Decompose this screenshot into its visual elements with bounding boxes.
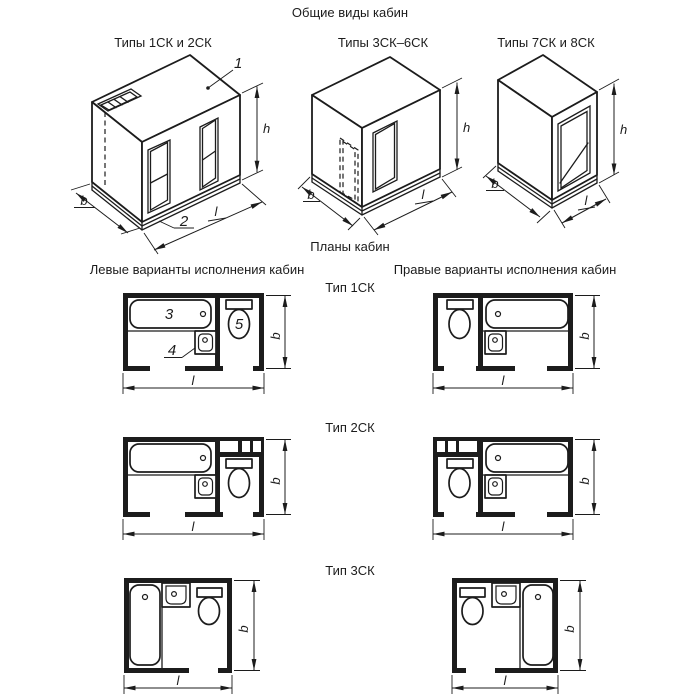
bathtub	[130, 444, 211, 472]
callout-3-text: 3	[164, 306, 174, 323]
left-variants-heading: Левые варианты исполнения кабин	[89, 262, 305, 277]
dimension-l	[433, 373, 573, 394]
iso-view-3-label: Типы 7СК и 8СК	[497, 35, 595, 50]
iso-view-types-7sk-8sk	[470, 52, 650, 247]
callout-2-text: 2	[179, 213, 189, 230]
dimension-l	[123, 519, 264, 540]
dimension-b	[560, 581, 586, 671]
dim-label-b: b	[491, 176, 499, 191]
dim-label-b: b	[268, 332, 283, 340]
dim-label-b: b	[577, 332, 592, 340]
dim-label-b: b	[562, 625, 577, 633]
plan-3sk-right	[440, 573, 615, 698]
washbasin	[195, 331, 216, 354]
washbasin	[195, 475, 216, 498]
dim-label-b: b	[307, 187, 315, 202]
dim-label-l: l	[584, 193, 588, 208]
dimension-l	[452, 673, 558, 694]
washbasin	[162, 583, 190, 607]
dim-label-b: b	[236, 625, 251, 633]
bathtub-drain	[143, 595, 148, 600]
toilet	[226, 300, 252, 339]
washbasin	[485, 331, 506, 354]
page-title: Общие виды кабин	[291, 5, 409, 20]
dim-label-h: h	[620, 122, 628, 137]
plan-2sk-left	[115, 432, 300, 547]
bathtub-drain	[496, 456, 501, 461]
callout-4-washbasin	[164, 342, 195, 359]
dimension-b	[234, 581, 260, 671]
dim-label-l: l	[176, 673, 180, 688]
partition-wall	[478, 298, 483, 366]
toilet-cistern	[447, 459, 473, 468]
type-1sk-heading: Тип 1СК	[325, 280, 375, 295]
iso-view-types-3sk-6sk	[295, 52, 485, 247]
plan-1sk-right	[425, 288, 610, 400]
dim-label-b: b	[268, 477, 283, 485]
plan-3sk-left	[115, 573, 290, 698]
toilet-bowl	[199, 598, 220, 625]
washbasin	[492, 583, 520, 607]
toilet-bowl	[449, 310, 470, 339]
washbasin	[485, 475, 506, 498]
toilet	[226, 459, 252, 498]
dim-label-l: l	[214, 204, 218, 219]
callout-4-text: 4	[167, 342, 177, 359]
bathtub-drain	[201, 312, 206, 317]
iso-view-types-1sk-2sk	[60, 52, 300, 257]
dimension-l	[123, 373, 264, 394]
plan-1sk-left	[115, 288, 300, 400]
washbasin-tap	[493, 338, 498, 343]
toilet-bowl	[229, 469, 250, 498]
washbasin-tap	[502, 592, 507, 597]
dimension-h	[242, 83, 270, 180]
dim-label-l: l	[191, 519, 195, 534]
right-variants-heading: Правые варианты исполнения кабин	[393, 262, 617, 277]
dim-label-l: l	[191, 373, 195, 388]
toilet-bowl	[462, 598, 483, 625]
bathtub-drain	[201, 456, 206, 461]
dimension-h	[599, 79, 627, 183]
dimension-b	[266, 440, 291, 515]
dimension-h	[442, 78, 470, 177]
toilet-cistern	[226, 459, 252, 468]
dim-label-h: h	[463, 120, 471, 135]
type-3sk-heading: Тип 3СК	[325, 563, 375, 578]
cabin-box	[498, 55, 597, 208]
type-2sk-heading: Тип 2СК	[325, 420, 375, 435]
plans-section-title: Планы кабин	[310, 239, 390, 254]
iso-view-2-label: Типы 3СК–6СК	[337, 35, 429, 50]
dim-label-l: l	[503, 673, 507, 688]
toilet-cistern	[460, 588, 485, 597]
toilet	[197, 588, 222, 625]
toilet-cistern	[447, 300, 473, 309]
dimension-b	[266, 296, 291, 369]
toilet-cistern	[226, 300, 252, 309]
dimension-l	[433, 519, 573, 540]
washbasin-tap	[203, 338, 208, 343]
iso-view-1-label: Типы 1СК и 2СК	[114, 35, 212, 50]
dimension-b	[575, 440, 600, 515]
toilet	[460, 588, 485, 625]
dim-label-l: l	[501, 373, 505, 388]
toilet-bowl	[449, 469, 470, 498]
dim-label-l: l	[501, 519, 505, 534]
bathtub-drain	[536, 595, 541, 600]
callout-5-text: 5	[234, 316, 244, 333]
dim-label-l: l	[421, 187, 425, 202]
ventilation-block	[433, 437, 482, 457]
dim-label-b: b	[80, 193, 88, 208]
bathtub-drain	[496, 312, 501, 317]
dimension-b	[575, 296, 600, 369]
washbasin-tap	[172, 592, 177, 597]
washbasin-tap	[493, 482, 498, 487]
ventilation-block	[215, 437, 264, 457]
washbasin-tap	[203, 482, 208, 487]
callout-1-text: 1	[234, 55, 243, 72]
plan-2sk-right	[425, 432, 610, 547]
toilet	[447, 459, 473, 498]
dim-label-h: h	[263, 121, 271, 136]
dimension-l	[124, 673, 232, 694]
dim-label-b: b	[577, 477, 592, 485]
toilet	[447, 300, 473, 339]
toilet-cistern	[197, 588, 222, 597]
